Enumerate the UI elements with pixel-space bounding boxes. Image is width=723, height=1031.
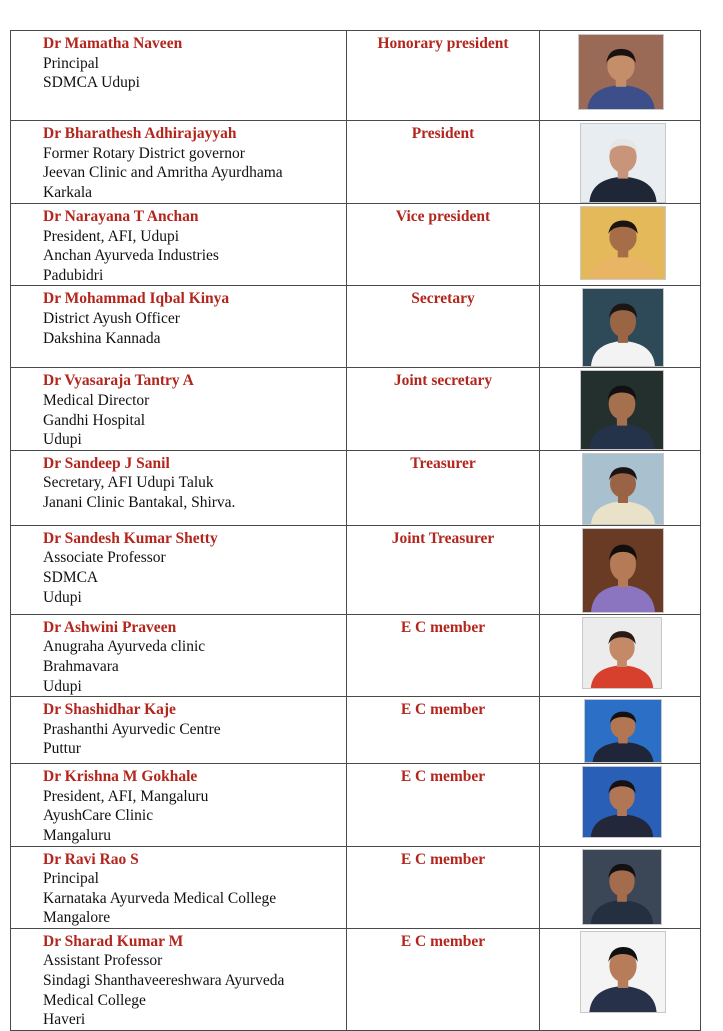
member-photo-cell (540, 286, 701, 368)
member-name: Dr Krishna M Gokhale (43, 768, 198, 786)
member-name: Dr Narayana T Anchan (43, 208, 199, 225)
member-name: Dr Sharad Kumar M (43, 932, 184, 950)
member-name: Dr Bharathesh Adhirajayyah (43, 125, 237, 142)
member-detail-line: Mangalore (43, 909, 111, 927)
member-info (11, 204, 346, 285)
member-photo (582, 528, 664, 613)
member-detail-line: Medical Director (43, 391, 150, 409)
member-name: Dr Ashwini Praveen (43, 618, 177, 636)
member-role: Joint secretary (347, 368, 540, 450)
member-photo-cell (540, 368, 701, 450)
member-role: E C member (347, 764, 540, 846)
member-photo-cell (540, 525, 701, 614)
member-row (11, 614, 701, 696)
member-detail-line: Haveri (43, 1011, 86, 1029)
member-photo (580, 123, 666, 203)
member-role: E C member (347, 846, 540, 928)
member-role: President (347, 121, 540, 204)
member-photo-cell (540, 121, 701, 204)
member-row (11, 764, 701, 846)
member-info (11, 697, 346, 759)
member-info-cell (11, 928, 347, 1030)
member-row (11, 121, 701, 204)
member-info-cell (11, 286, 347, 368)
member-detail-line: President, AFI, Udupi (43, 227, 180, 245)
member-detail-line: District Ayush Officer (43, 309, 180, 327)
member-info-cell (11, 525, 347, 614)
member-detail-line: Udupi (43, 588, 82, 606)
committee-document (10, 30, 700, 1031)
member-info-cell (11, 121, 347, 204)
member-role: E C member (347, 928, 540, 1030)
member-photo-cell (540, 697, 701, 764)
member-detail-line: SDMCA Udupi (43, 74, 140, 92)
member-info-cell (11, 450, 347, 525)
member-photo (582, 453, 664, 525)
member-info (11, 368, 346, 449)
member-detail-line: Mangaluru (43, 826, 112, 844)
member-row (11, 525, 701, 614)
member-detail-line: Janani Clinic Bantakal, Shirva. (43, 493, 236, 511)
member-name: Dr Sandesh Kumar Shetty (43, 529, 218, 547)
committee-rows (11, 31, 701, 1031)
member-detail-line: Anchan Ayurveda Industries (43, 247, 219, 265)
member-detail-line: Brahmavara (43, 657, 119, 675)
member-detail-line: Puttur (43, 740, 81, 758)
member-detail-line: Udupi (43, 431, 82, 449)
member-detail-line: Karkala (43, 183, 93, 201)
member-detail-line: Sindagi Shanthaveereshwara Ayurveda (43, 972, 285, 990)
member-detail-line: Dakshina Kannada (43, 329, 161, 347)
member-detail-line: Jeevan Clinic and Amritha Ayurdhama (43, 164, 283, 182)
member-info (11, 615, 346, 696)
member-role: Joint Treasurer (347, 525, 540, 614)
member-detail-line: Gandhi Hospital (43, 411, 146, 429)
member-info-cell (11, 31, 347, 121)
member-row (11, 286, 701, 368)
member-photo (584, 699, 662, 763)
member-detail-line: Secretary, AFI Udupi Taluk (43, 474, 214, 492)
member-detail-line: President, AFI, Mangaluru (43, 787, 209, 805)
member-info-cell (11, 764, 347, 846)
member-photo-cell (540, 928, 701, 1030)
member-name: Dr Mamatha Naveen (43, 35, 183, 52)
member-info (11, 847, 346, 928)
member-photo (580, 931, 666, 1013)
member-info-cell (11, 368, 347, 450)
member-info-cell (11, 846, 347, 928)
member-info-cell (11, 204, 347, 286)
member-info (11, 764, 346, 845)
member-detail-line: Karnataka Ayurveda Medical College (43, 889, 277, 907)
member-detail-line: Medical College (43, 991, 146, 1009)
member-role: Secretary (347, 286, 540, 368)
member-photo-cell (540, 450, 701, 525)
member-role: Honorary president (347, 31, 540, 121)
member-info-cell (11, 697, 347, 764)
member-photo (578, 34, 664, 110)
member-detail-line: Former Rotary District governor (43, 144, 245, 162)
member-detail-line: SDMCA (43, 568, 99, 586)
member-row (11, 31, 701, 121)
member-photo-cell (540, 846, 701, 928)
member-info-cell (11, 614, 347, 696)
member-name: Dr Ravi Rao S (43, 850, 139, 868)
committee-table (10, 30, 701, 1031)
member-detail-line: Associate Professor (43, 549, 166, 567)
member-name: Dr Mohammad Iqbal Kinya (43, 290, 230, 308)
member-photo (580, 206, 666, 280)
member-photo (582, 766, 662, 838)
member-name: Dr Vyasaraja Tantry A (43, 372, 194, 390)
member-name: Dr Shashidhar Kaje (43, 701, 176, 719)
member-photo-cell (540, 764, 701, 846)
member-detail-line: Anugraha Ayurveda clinic (43, 638, 206, 656)
member-info (11, 526, 346, 607)
member-detail-line: Principal (43, 870, 99, 888)
member-photo (582, 288, 664, 367)
member-detail-line: Principal (43, 54, 99, 72)
member-info (11, 121, 346, 202)
member-photo-cell (540, 204, 701, 286)
member-photo (582, 617, 662, 689)
member-role: E C member (347, 614, 540, 696)
member-role: Vice president (347, 204, 540, 286)
member-detail-line: Udupi (43, 677, 82, 695)
member-photo-cell (540, 31, 701, 121)
member-row (11, 928, 701, 1030)
member-row (11, 697, 701, 764)
member-role: E C member (347, 697, 540, 764)
member-row (11, 450, 701, 525)
member-photo (580, 370, 664, 450)
member-detail-line: Padubidri (43, 266, 104, 284)
member-detail-line: Assistant Professor (43, 952, 163, 970)
member-info (11, 451, 346, 513)
member-info (11, 929, 346, 1030)
member-row (11, 204, 701, 286)
member-photo (582, 849, 662, 925)
member-info (11, 31, 346, 93)
member-row (11, 368, 701, 450)
member-photo-cell (540, 614, 701, 696)
member-name: Dr Sandeep J Sanil (43, 454, 170, 472)
member-info (11, 286, 346, 348)
member-role: Treasurer (347, 450, 540, 525)
member-detail-line: Prashanthi Ayurvedic Centre (43, 720, 221, 738)
member-detail-line: AyushCare Clinic (43, 807, 154, 825)
member-row (11, 846, 701, 928)
